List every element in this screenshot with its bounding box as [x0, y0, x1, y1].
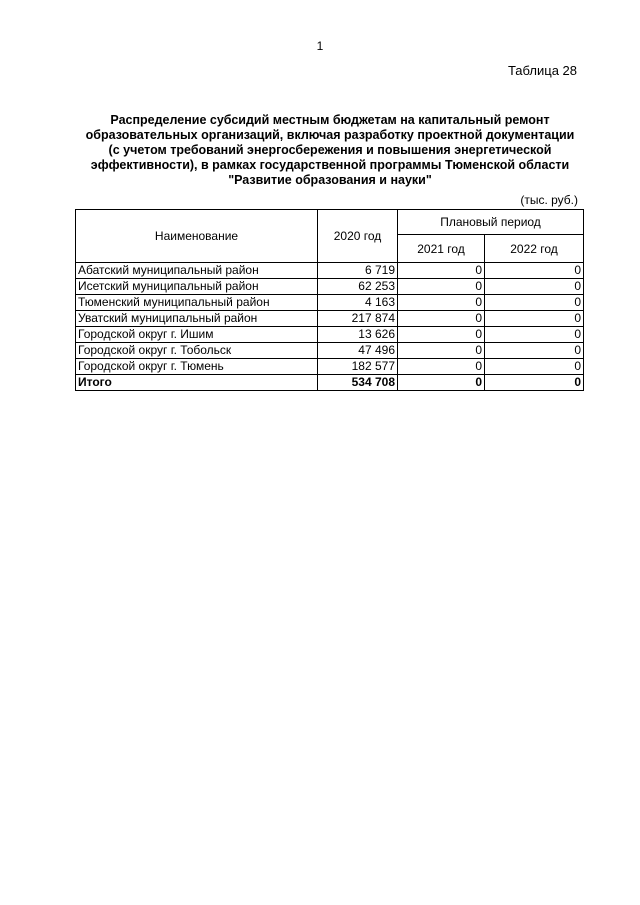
table-row — [76, 279, 584, 295]
row-value-2021: 0 — [398, 359, 485, 375]
row-value-2022: 0 — [485, 263, 584, 279]
subsidy-table — [75, 209, 584, 391]
row-value-2020: 47 496 — [318, 343, 398, 359]
row-name: Городской округ г. Ишим — [76, 327, 318, 343]
row-value-2022: 0 — [485, 359, 584, 375]
row-value-2022: 0 — [485, 295, 584, 311]
column-header-name: Наименование — [76, 210, 318, 263]
row-value-2020: 182 577 — [318, 359, 398, 375]
total-value-2021: 0 — [398, 375, 485, 391]
column-header-2021: 2021 год — [398, 235, 485, 263]
row-value-2022: 0 — [485, 311, 584, 327]
row-value-2021: 0 — [398, 311, 485, 327]
row-value-2021: 0 — [398, 279, 485, 295]
row-value-2020: 217 874 — [318, 311, 398, 327]
row-name: Тюменский муниципальный район — [76, 295, 318, 311]
table-row — [76, 327, 584, 343]
table-label: Таблица 28 — [507, 63, 577, 78]
row-value-2020: 4 163 — [318, 295, 398, 311]
row-name: Городской округ г. Тюмень — [76, 359, 318, 375]
row-value-2020: 62 253 — [318, 279, 398, 295]
table-row — [76, 343, 584, 359]
row-value-2021: 0 — [398, 295, 485, 311]
column-header-2020: 2020 год — [318, 210, 398, 263]
row-value-2021: 0 — [398, 263, 485, 279]
table-row — [76, 359, 584, 375]
row-value-2020: 6 719 — [318, 263, 398, 279]
total-label: Итого — [76, 375, 318, 391]
table-row — [76, 311, 584, 327]
row-value-2022: 0 — [485, 327, 584, 343]
column-header-2022: 2022 год — [485, 235, 584, 263]
document-title: Распределение субсидий местным бюджетам на капитальный ремонт образовательных организаций, включая разработку проектной документации (с учетом требований энергосбережения и повышения энергетической эффективности), в рамках государственной программы Тюменской области "Развитие образования и науки" — [85, 113, 575, 187]
total-value-2022: 0 — [485, 375, 584, 391]
table-row — [76, 263, 584, 279]
row-value-2020: 13 626 — [318, 327, 398, 343]
row-name: Исетский муниципальный район — [76, 279, 318, 295]
row-value-2021: 0 — [398, 327, 485, 343]
row-name: Уватский муниципальный район — [76, 311, 318, 327]
row-value-2022: 0 — [485, 279, 584, 295]
column-header-planning-period: Плановый период — [398, 210, 584, 235]
row-value-2021: 0 — [398, 343, 485, 359]
row-name: Абатский муниципальный район — [76, 263, 318, 279]
page-number: 1 — [316, 39, 324, 53]
row-value-2022: 0 — [485, 343, 584, 359]
units-label: (тыс. руб.) — [520, 193, 578, 207]
total-row — [76, 375, 584, 391]
total-value-2020: 534 708 — [318, 375, 398, 391]
row-name: Городской округ г. Тобольск — [76, 343, 318, 359]
table-row — [76, 295, 584, 311]
